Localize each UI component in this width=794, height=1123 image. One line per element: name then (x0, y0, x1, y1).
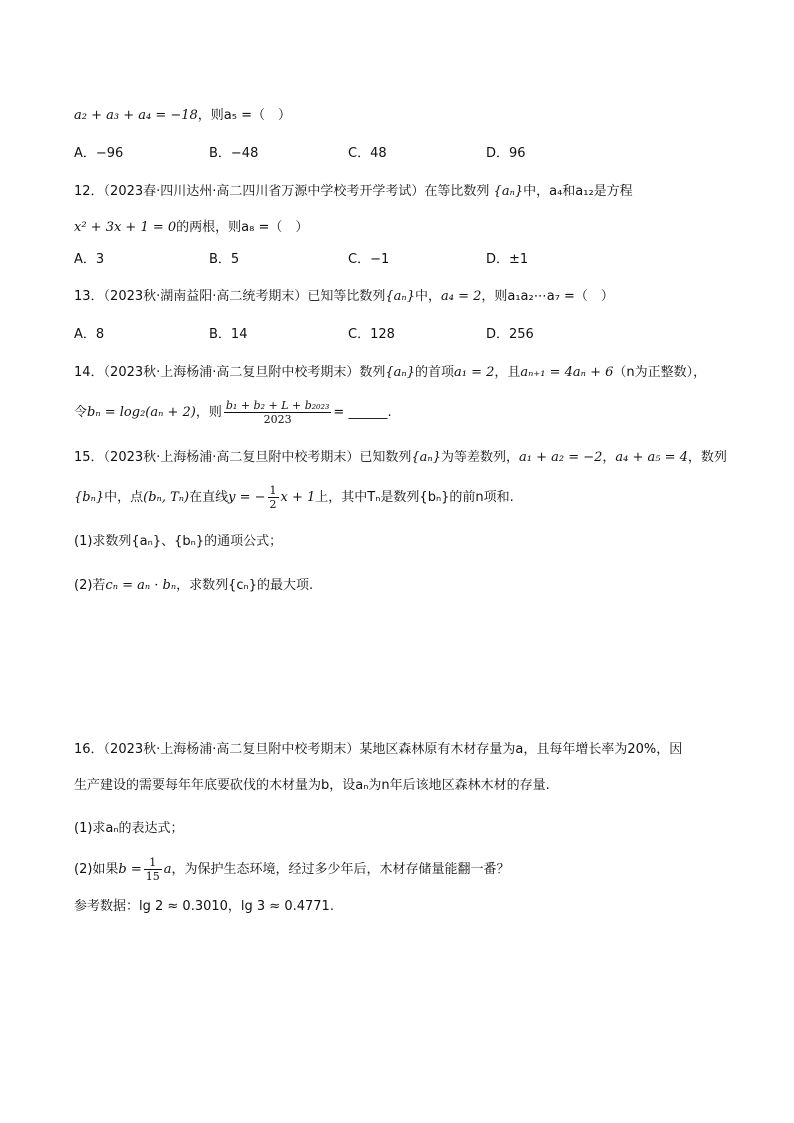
q11-option-d: D．96 (486, 146, 526, 161)
q15-line-fraction (268, 484, 279, 511)
q16-sub2-tail: ，为保护生态环境，经过多少年后，木材存储量能翻一番？ (171, 862, 510, 877)
q13-option-c: C．128 (348, 327, 395, 342)
q13-seq: {aₙ} (385, 289, 415, 304)
q15-head: 15．（2023秋·上海杨浦·高二复旦附中校考期末）已知数列 (74, 450, 412, 465)
q15-sub2 (74, 576, 313, 596)
q16-sub2-a: a (163, 862, 172, 877)
q12-option-b: B．5 (209, 252, 240, 267)
q15-line-eq-pre: y = − (228, 490, 266, 505)
q14-a1: a₁ = 2 (453, 365, 495, 380)
q16-sub1: (1)求aₙ的表达式； (74, 821, 184, 836)
q15-cond2: a₄ + a₅ = 4 (615, 450, 688, 465)
q14-fraction-numerator: b₁ + b₂ + L + b₂₀₂₃ (225, 399, 330, 412)
q14-let: 令 (74, 405, 88, 420)
q15-seq-a: {aₙ} (411, 450, 441, 465)
q11-ask: ，则a₅ =（ ） (197, 108, 291, 123)
q11-expr: a₂ + a₃ + a₄ = −18 (74, 108, 198, 123)
q15-cond1: a₁ + a₂ = −2 (518, 450, 603, 465)
q14-tail: （n为正整数）， (613, 365, 707, 380)
q12-seq: {aₙ} (493, 184, 524, 199)
q12-stem-line2 (74, 218, 308, 238)
q12-equation: x² + 3x + 1 = 0 (74, 220, 177, 235)
q15-mid: 为等差数列， (440, 450, 519, 465)
q13-stem (74, 287, 614, 307)
q15-stem-line1: 15．（2023秋·上海杨浦·高二复旦附中校考期末）已知数列{aₙ}为等差数列，a₁ + a₂ = −2，a₄ + a₅ = 4，数列 (74, 450, 727, 465)
q14-end: = ______. (333, 405, 392, 420)
q16-stem-line1: 16．（2023秋·上海杨浦·高二复旦附中校考期末）某地区森林原有木材存量为a，且每年增长率为20%，因 (74, 742, 683, 757)
q15-line2-mid2: 在直线 (189, 490, 229, 505)
q15-sub1: (1)求数列{aₙ}、{bₙ}的通项公式； (74, 534, 283, 549)
q13-option-d: D．256 (486, 327, 534, 342)
q15-point: (bₙ, Tₙ) (143, 490, 190, 505)
q16-sub2-b: b = (118, 862, 142, 877)
q15-sub2-cn: cₙ = aₙ · bₙ (105, 578, 177, 593)
q15-line-fraction-numerator: 1 (269, 484, 277, 497)
q12-option-c: C．−1 (348, 252, 390, 267)
q15-line1-tail: ，数列 (687, 450, 727, 465)
q16-sub2 (74, 855, 510, 885)
q11-stem (74, 106, 291, 126)
q14-seq: {aₙ} (385, 365, 415, 380)
q16-reference-data: 参考数据：lg 2 ≈ 0.3010，lg 3 ≈ 0.4771. (74, 899, 334, 914)
q14-mid1: 的首项 (414, 365, 454, 380)
q13-tail: ，则a₁a₂⋯a₇ =（ ） (481, 289, 614, 304)
q14-head: 14．（2023秋·上海杨浦·高二复旦附中校考期末）数列 (74, 365, 386, 380)
q12-head: 12．（2023春·四川达州·高二四川省万源中学校考开学考试）在等比数列 (74, 184, 490, 199)
q14-fraction (224, 399, 332, 426)
q14-mid2: ，且 (494, 365, 521, 380)
q16-fraction (144, 856, 162, 883)
q14-fraction-denominator: 2023 (263, 413, 292, 426)
q12-option-d: D．±1 (486, 252, 529, 267)
q12-stem-line1 (74, 182, 633, 202)
q14-then: ，则 (195, 405, 222, 420)
q13-option-b: B．14 (209, 327, 248, 342)
q15-sub2-tail: ，求数列{cₙ}的最大项. (176, 578, 314, 593)
q15-line-eq-post: x + 1 (280, 490, 316, 505)
q16-stem-line2: 生产建设的需要每年年底要砍伐的木材量为b，设aₙ为n年后该地区森林木材的存量. (74, 778, 550, 793)
q11-option-b: B．−48 (209, 146, 259, 161)
q14-stem-line2 (74, 398, 392, 428)
q12-option-a: A．3 (74, 252, 105, 267)
q15-seq-b: {bₙ} (74, 490, 105, 505)
q15-line-fraction-denominator: 2 (269, 498, 277, 511)
q15-stem-line2 (74, 483, 514, 513)
q15-line2-tail: 上，其中Tₙ是数列{bₙ}的前n项和. (315, 490, 514, 505)
q13-head: 13．（2023秋·湖南益阳·高二统考期末）已知等比数列 (74, 289, 386, 304)
q11-option-a: A．−96 (74, 146, 124, 161)
q13-mid: 中， (414, 289, 441, 304)
q16-fraction-numerator: 1 (144, 856, 162, 870)
q16-sub2-head: (2)如果 (74, 862, 119, 877)
q16-fraction-denominator: 15 (145, 870, 160, 883)
q12-mid: 中，a₄和a₁₂是方程 (523, 184, 633, 199)
q15-sub2-head: (2)若 (74, 578, 106, 593)
q14-stem-line1 (74, 363, 706, 383)
q14-bn: bₙ = log₂(aₙ + 2) (87, 405, 196, 420)
q15-line2-mid: 中，点 (104, 490, 144, 505)
q13-cond: a₄ = 2 (440, 289, 482, 304)
q13-option-a: A．8 (74, 327, 105, 342)
q14-recurrence: aₙ₊₁ = 4aₙ + 6 (520, 365, 614, 380)
q11-option-c: C．48 (348, 146, 387, 161)
q12-tail: 的两根，则a₈ =（ ） (176, 220, 309, 235)
